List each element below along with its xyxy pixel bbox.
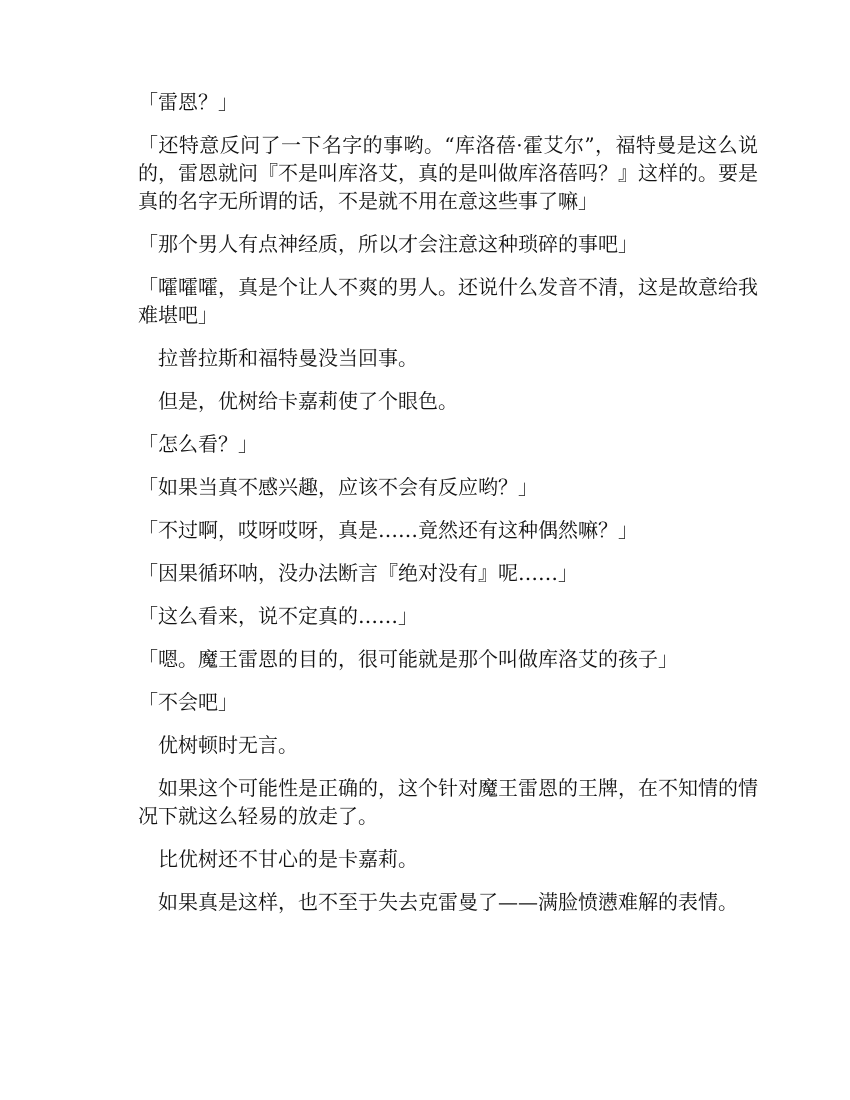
dialogue-paragraph: 「因果循环呐，没办法断言『绝对没有』呢……」	[138, 561, 578, 585]
dialogue-paragraph: 「不会吧」	[138, 690, 238, 714]
narration-paragraph: 优树顿时无言。	[158, 733, 298, 757]
dialogue-paragraph: 「嚯嚯嚯，真是个让人不爽的男人。还说什么发音不清，这是故意给我难堪吧」	[138, 275, 758, 327]
document-page	[138, 88, 758, 931]
dialogue-paragraph: 「不过啊，哎呀哎呀，真是……竟然还有这种偶然嘛？」	[138, 518, 638, 542]
dialogue-paragraph: 「嗯。魔王雷恩的目的，很可能就是那个叫做库洛艾的孩子」	[138, 647, 678, 671]
dialogue-paragraph: 「这么看来，说不定真的……」	[138, 604, 418, 628]
narration-paragraph: 如果真是这样，也不至于失去克雷曼了——满脸愤懑难解的表情。	[158, 890, 738, 914]
narration-paragraph: 如果这个可能性是正确的，这个针对魔王雷恩的王牌，在不知情的情况下就这么轻易的放走了。	[138, 776, 758, 828]
dialogue-paragraph: 「还特意反问了一下名字的事哟。“库洛蓓·霍艾尔”，福特曼是这么说的，雷恩就问『不是叫库洛艾，真的是叫做库洛蓓吗？』这样的。要是真的名字无所谓的话，不是就不用在意这些事了嘛」	[138, 133, 758, 213]
dialogue-paragraph: 「雷恩？」	[138, 90, 238, 114]
dialogue-paragraph: 「如果当真不感兴趣，应该不会有反应哟？」	[138, 475, 538, 499]
narration-paragraph: 但是，优树给卡嘉莉使了个眼色。	[158, 389, 458, 413]
narration-paragraph: 比优树还不甘心的是卡嘉莉。	[158, 847, 418, 871]
dialogue-paragraph: 「那个男人有点神经质，所以才会注意这种琐碎的事吧」	[138, 232, 638, 256]
narration-paragraph: 拉普拉斯和福特曼没当回事。	[158, 346, 418, 370]
dialogue-paragraph: 「怎么看？」	[138, 432, 258, 456]
